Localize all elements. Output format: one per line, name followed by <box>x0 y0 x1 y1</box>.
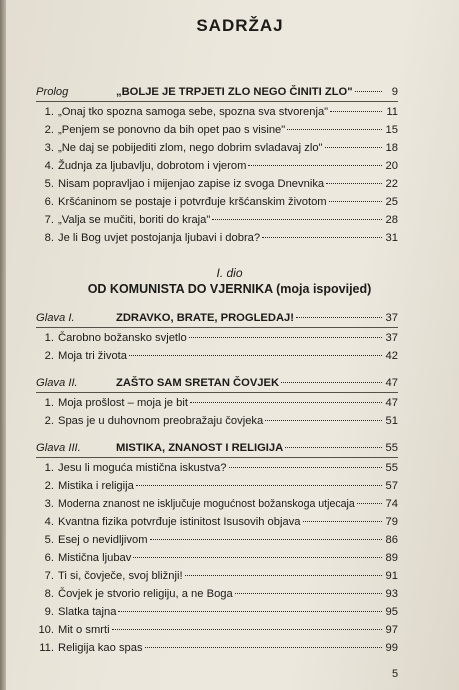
item-title: „Onaj tko spozna samoga sebe, spozna sva stvorenja" <box>58 106 329 118</box>
item-number: 1. <box>44 462 54 474</box>
item-title: Čarobno božansko svjetlo <box>58 332 187 344</box>
leader-dots <box>262 237 382 238</box>
item-number: 1. <box>44 106 54 118</box>
item-title: Nisam popravljao i mijenjao zapise iz svoga Dnevnika <box>58 178 325 190</box>
item-page: 74 <box>385 498 398 510</box>
item-title: Čovjek je stvorio religiju, a ne Boga <box>58 588 233 600</box>
item-title: Jesu li moguća mistična iskustva? <box>58 462 227 474</box>
toc-item <box>36 415 398 433</box>
item-page: 93 <box>385 588 398 600</box>
item-title: „Valja se mučiti, boriti do kraja" <box>58 214 211 226</box>
item-title: Esej o nevidljivom <box>58 534 148 546</box>
part-label: I. dio <box>216 266 243 280</box>
item-number: 7. <box>44 570 54 582</box>
leader-dots <box>185 575 382 576</box>
leader-dots <box>112 629 382 630</box>
toc-item <box>36 462 398 480</box>
item-number: 2. <box>44 415 54 427</box>
toc-item <box>36 178 398 196</box>
chapter-separator <box>36 457 398 458</box>
toc-item <box>36 534 398 552</box>
chapter-page: 55 <box>385 442 398 454</box>
item-title: „Ne daj se pobijediti zlom, nego dobrim svladavaj zlo" <box>58 142 323 154</box>
item-number: 4. <box>44 160 54 172</box>
item-number: 10. <box>38 624 54 636</box>
item-page: 11 <box>386 106 398 118</box>
leader-dots <box>189 337 382 338</box>
item-number: 2. <box>44 350 54 362</box>
prolog-label: Prolog <box>36 86 69 98</box>
page-title: SADRŽAJ <box>196 16 284 35</box>
page-number: 5 <box>392 668 399 680</box>
item-number: 1. <box>44 397 54 409</box>
toc-item <box>36 332 398 350</box>
chapter-page: 37 <box>385 312 398 324</box>
toc-item <box>36 232 398 250</box>
item-number: 6. <box>44 196 54 208</box>
toc-item <box>36 106 398 124</box>
toc-item <box>36 142 398 160</box>
item-number: 8. <box>44 232 54 244</box>
item-title: Slatka tajna <box>58 606 117 618</box>
leader-dots <box>129 355 382 356</box>
prolog-page: 9 <box>391 86 398 98</box>
leader-dots <box>326 183 382 184</box>
chapter-label: Glava II. <box>36 377 78 389</box>
chapter-page: 47 <box>385 377 398 389</box>
leader-dots <box>136 485 382 486</box>
toc-item <box>36 196 398 214</box>
item-page: 22 <box>385 178 398 190</box>
item-page: 20 <box>385 160 398 172</box>
book-spine-shadow <box>0 0 6 690</box>
toc-item <box>36 552 398 570</box>
part-title: OD KOMUNISTA DO VJERNIKA (moja ispovijed) <box>87 282 372 296</box>
toc-item <box>36 606 398 624</box>
toc-item <box>36 397 398 415</box>
item-page: 57 <box>385 480 398 492</box>
leader-dots <box>190 402 382 403</box>
item-page: 28 <box>385 214 398 226</box>
item-title: Moderna znanost ne isključuje mogućnost božanskoga utjecaja <box>58 498 355 510</box>
item-title: Mistična ljubav <box>58 552 132 564</box>
toc-item <box>36 516 398 534</box>
item-number: 9. <box>44 606 54 618</box>
item-number: 3. <box>44 142 54 154</box>
item-number: 2. <box>44 124 54 136</box>
item-title: Žudnja za ljubavlju, dobrotom i vjerom <box>58 160 247 172</box>
item-title: Kršćaninom se postaje i potvrđuje kršćanskim životom <box>58 196 327 208</box>
leader-dots <box>355 91 382 92</box>
leader-dots <box>265 420 382 421</box>
leader-dots <box>357 503 382 504</box>
item-number: 3. <box>44 498 54 510</box>
leader-dots <box>303 521 382 522</box>
item-number: 5. <box>44 178 54 190</box>
toc-item <box>36 498 398 516</box>
toc-item <box>36 588 398 606</box>
item-title: Je li Bog uvjet postojanja ljubavi i dobra? <box>58 232 261 244</box>
leader-dots <box>212 219 382 220</box>
item-page: 86 <box>385 534 398 546</box>
leader-dots <box>287 129 382 130</box>
item-title: Ti si, čovječe, svoj bližnji! <box>58 570 183 582</box>
item-title: Moja tri života <box>58 350 128 362</box>
leader-dots <box>330 111 382 112</box>
leader-dots <box>248 165 382 166</box>
toc-item <box>36 160 398 178</box>
item-page: 15 <box>385 124 398 136</box>
item-number: 1. <box>44 332 54 344</box>
item-number: 8. <box>44 588 54 600</box>
leader-dots <box>235 593 382 594</box>
toc-item <box>36 480 398 498</box>
item-title: „Penjem se ponovno da bih opet pao s visine" <box>58 124 286 136</box>
item-page: 91 <box>385 570 398 582</box>
leader-dots <box>150 539 382 540</box>
leader-dots <box>133 557 382 558</box>
toc-item <box>36 214 398 232</box>
chapter-title: ZDRAVKO, BRATE, PROGLEDAJ! <box>116 312 294 324</box>
chapter-label: Glava I. <box>36 312 75 324</box>
leader-dots <box>296 317 382 318</box>
leader-dots <box>329 201 382 202</box>
leader-dots <box>118 611 382 612</box>
item-page: 31 <box>385 232 398 244</box>
item-page: 55 <box>385 462 398 474</box>
prolog-separator <box>36 101 398 102</box>
item-title: Mistika i religija <box>58 480 134 492</box>
chapter-separator <box>36 327 398 328</box>
item-number: 7. <box>44 214 54 226</box>
item-title: Moja prošlost – moja je bit <box>58 397 188 409</box>
item-page: 47 <box>385 397 398 409</box>
chapter-title: MISTIKA, ZNANOST I RELIGIJA <box>116 442 284 454</box>
item-page: 89 <box>385 552 398 564</box>
item-number: 2. <box>44 480 54 492</box>
item-title: Kvantna fizika potvrđuje istinitost Isusovih objava <box>58 516 301 528</box>
leader-dots <box>145 647 382 648</box>
item-page: 95 <box>385 606 398 618</box>
toc-item <box>36 642 398 660</box>
item-number: 6. <box>44 552 54 564</box>
item-title: Religija kao spas <box>58 642 143 654</box>
toc-item <box>36 624 398 642</box>
item-page: 99 <box>385 642 398 654</box>
leader-dots <box>285 447 382 448</box>
item-number: 5. <box>44 534 54 546</box>
leader-dots <box>281 382 382 383</box>
chapter-title: ZAŠTO SAM SRETAN ČOVJEK <box>116 377 280 389</box>
item-title: Spas je u duhovnom preobražaju čovjeka <box>58 415 264 427</box>
item-page: 97 <box>385 624 398 636</box>
prolog-title: „BOLJE JE TRPJETI ZLO NEGO ČINITI ZLO" <box>116 86 353 98</box>
item-page: 18 <box>385 142 398 154</box>
item-number: 11. <box>39 642 54 654</box>
leader-dots <box>325 147 382 148</box>
leader-dots <box>229 467 382 468</box>
item-page: 79 <box>385 516 398 528</box>
chapter-label: Glava III. <box>36 442 81 454</box>
toc-item <box>36 570 398 588</box>
item-title: Mit o smrti <box>58 624 110 636</box>
toc-item <box>36 350 398 368</box>
chapter-separator <box>36 392 398 393</box>
toc-item <box>36 124 398 142</box>
item-page: 51 <box>385 415 398 427</box>
item-page: 42 <box>385 350 398 362</box>
item-page: 25 <box>385 196 398 208</box>
item-number: 4. <box>44 516 54 528</box>
item-page: 37 <box>385 332 398 344</box>
